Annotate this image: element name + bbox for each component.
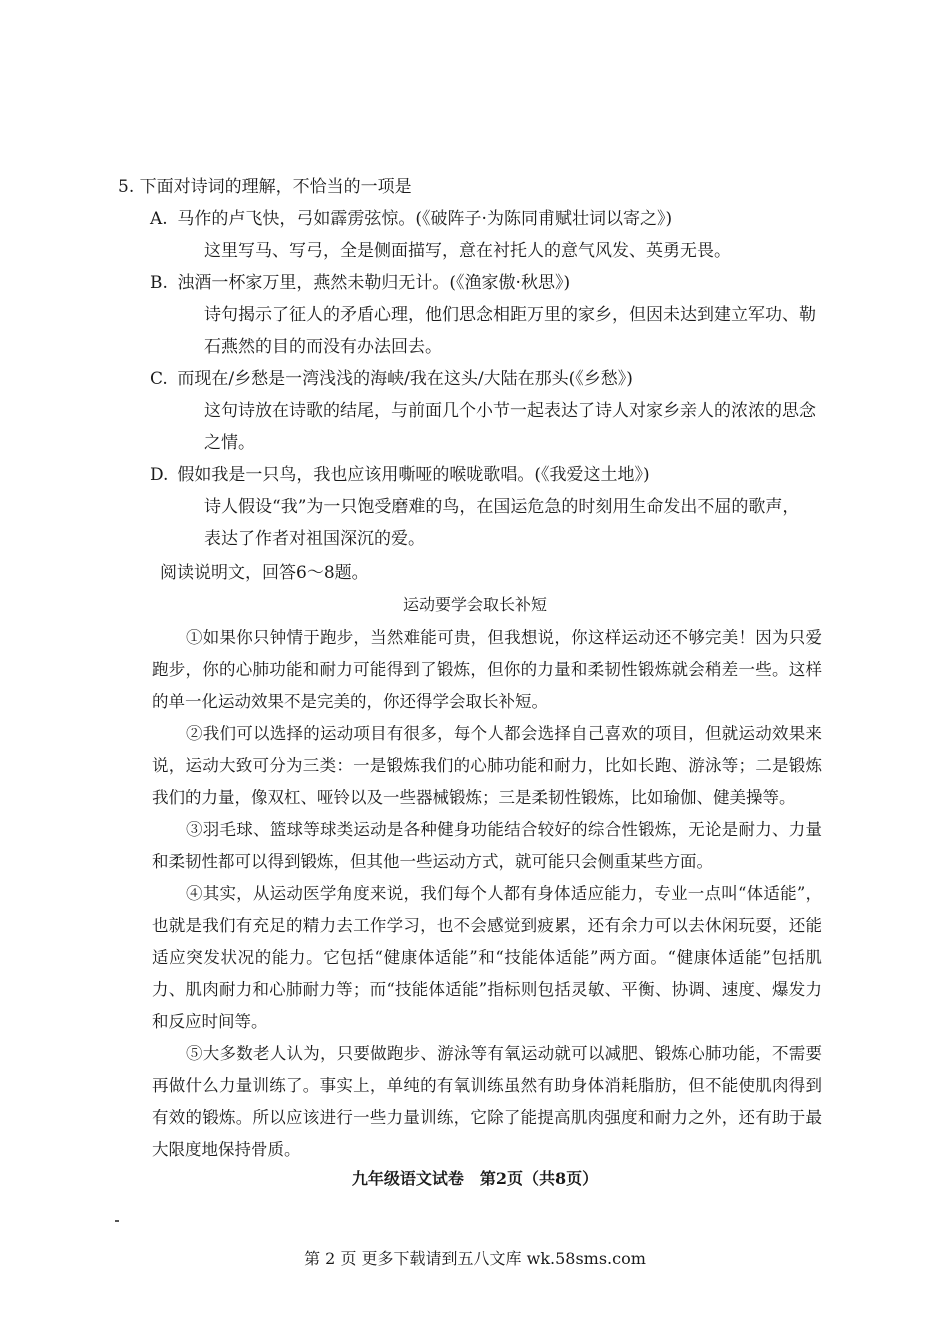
article-paragraph-4: ④其实，从运动医学角度来说，我们每个人都有身体适应能力，专业一点叫“体适能”，也就是我们有充足的精力去工作学习，也不会感觉到疲累，还有余力可以去休闲玩耍，还能适应突发状况的能力。它包括“健康体适能”和“技能体适能”两方面。“健康体适能”包括肌力、肌肉耐力和心肺耐力等；而“技能体适能”指标则包括灵敏、平衡、协调、速度、爆发力和反应时间等。 <box>152 884 822 1031</box>
article-paragraph-1: ①如果你只钟情于跑步，当然难能可贵，但我想说，你这样运动还不够完美！因为只爱跑步，你的心肺功能和耐力可能得到了锻炼，但你的力量和柔韧性锻炼就会稍差一些。这样的单一化运动效果不是完美的，你还得学会取长补短。 <box>152 628 822 711</box>
article-paragraph-5: ⑤大多数老人认为，只要做跑步、游泳等有氧运动就可以减肥、锻炼心肺功能，不需要再做什么力量训练了。事实上，单纯的有氧训练虽然有助身体消耗脂肪，但不能使肌肉得到有效的锻炼。所以应该进行一些力量训练，它除了能提高肌肉强度和耐力之外，还有助于最大限度地保持骨质。 <box>152 1044 822 1159</box>
reading-intro: 阅读说明文，回答6～8题。 <box>160 563 369 583</box>
option-c <box>150 368 633 390</box>
option-d-explanation-line-2: 表达了作者对祖国深沉的爱。 <box>204 529 425 549</box>
option-b <box>150 272 570 294</box>
option-d-explanation-line-1: 诗人假设“我”为一只饱受磨难的鸟，在国运危急的时刻用生命发出不屈的歌声， <box>204 497 800 517</box>
option-a <box>150 208 672 230</box>
option-c-text: 而现在/乡愁是一湾浅浅的海峡/我在这头/大陆在那头(《乡愁》) <box>177 369 633 389</box>
page-footer: 九年级语文试卷 第2页（共8页） <box>351 1169 599 1188</box>
article-title: 运动要学会取长补短 <box>402 595 547 614</box>
option-d <box>150 464 650 486</box>
article-paragraph-2: ②我们可以选择的运动项目有很多，每个人都会选择自己喜欢的项目，但就运动效果来说，运动大致可分为三类：一是锻炼我们的心肺功能和耐力，比如长跑、游泳等；二是锻炼我们的力量，像双杠、哑铃以及一些器械锻炼；三是柔韧性锻炼，比如瑜伽、健美操等。 <box>152 724 822 807</box>
option-c-label: C. <box>150 369 168 389</box>
question-number: 5. <box>118 177 135 197</box>
option-a-text: 马作的卢飞快，弓如霹雳弦惊。(《破阵子·为陈同甫赋壮词以寄之》) <box>177 209 673 229</box>
article-paragraph-3: ③羽毛球、篮球等球类运动是各种健身功能结合较好的综合性锻炼，无论是耐力、力量和柔韧性都可以得到锻炼，但其他一些运动方式，就可能只会侧重某些方面。 <box>152 820 822 871</box>
option-d-label: D. <box>150 465 169 485</box>
question-stem <box>118 176 412 198</box>
option-c-explanation-line-2: 之情。 <box>204 433 255 453</box>
option-b-explanation-line-2: 石燕然的目的而没有办法回去。 <box>204 337 442 357</box>
option-c-explanation-line-1: 这句诗放在诗歌的结尾，与前面几个小节一起表达了诗人对家乡亲人的浓浓的思念 <box>204 401 816 421</box>
option-a-explanation: 这里写马、写弓，全是侧面描写，意在衬托人的意气风发、英勇无畏。 <box>204 241 731 261</box>
option-d-text: 假如我是一只鸟，我也应该用嘶哑的喉咙歌唱。(《我爱这土地》) <box>177 465 650 485</box>
option-a-label: A. <box>150 209 168 229</box>
option-b-text: 浊酒一杯家万里，燕然未勒归无计。(《渔家傲·秋思》) <box>177 273 571 293</box>
question-text: 下面对诗词的理解，不恰当的一项是 <box>139 177 412 197</box>
website-footer: 第 2 页 更多下载请到五八文库 wk.58sms.com <box>304 1249 646 1268</box>
option-b-explanation-line-1: 诗句揭示了征人的矛盾心理，他们思念相距万里的家乡，但因未达到建立军功、勒 <box>204 305 816 325</box>
option-b-label: B. <box>150 273 168 293</box>
scan-speck <box>115 1220 119 1222</box>
